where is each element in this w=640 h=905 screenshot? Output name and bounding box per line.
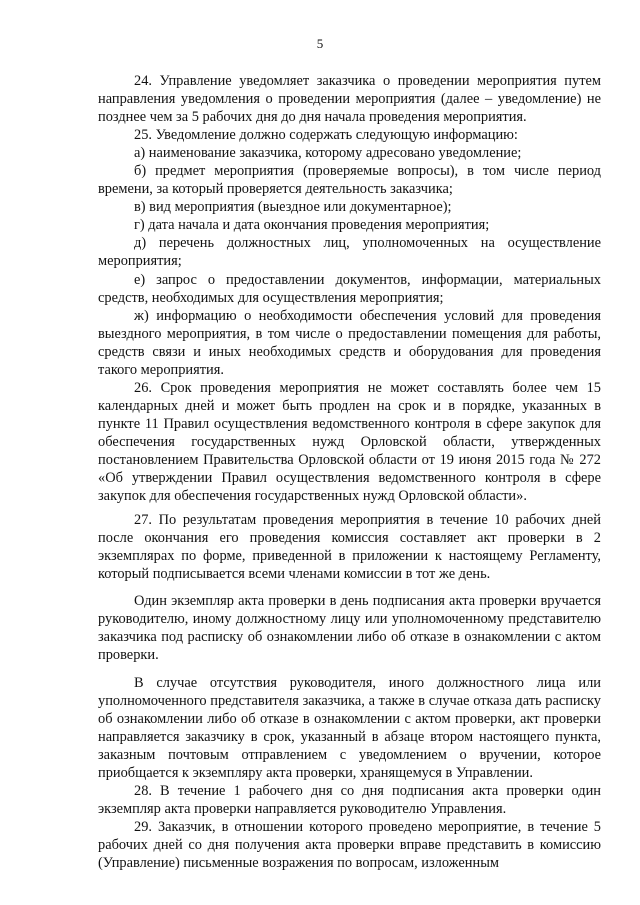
list-item-d: д) перечень должностных лиц, уполномоченных на осуществление мероприятия;	[98, 235, 601, 270]
page-number: 5	[316, 36, 324, 51]
list-item-zh: ж) информацию о необходимости обеспечения условий для проведения выездного мероприятия, в том числе о предоставлении помещения для работы, средств связи и иных необходимых средств и оборудования для проведения такого мероприятия.	[98, 307, 601, 378]
paragraph-24: 24. Управление уведомляет заказчика о проведении мероприятия путем направления уведомления о проведении мероприятия (далее – уведомление) не позднее чем за 5 рабочих дня до дня начала проведения мероприятия.	[98, 73, 601, 126]
document-body	[98, 72, 601, 872]
list-item-g: г) дата начала и дата окончания проведения мероприятия;	[134, 217, 490, 234]
paragraph-27-part-2: Один экземпляр акта проверки в день подписания акта проверки вручается руководителю, иному должностному лицу или уполномоченному представителю заказчика под расписку об ознакомлении либо об отказе в ознакомлении с актом проверки.	[98, 593, 601, 664]
list-item-v: в) вид мероприятия (выездное или документарное);	[134, 199, 452, 216]
paragraph-26: 26. Срок проведения мероприятия не может составлять более чем 15 календарных дней и может быть продлен на срок и в порядке, указанных в пункте 11 Правил осуществления ведомственного контроля в сфере закупок для обеспечения государственных нужд Орловской области, утвержденных постановлением Правительства Орловской области от 19 июня 2015 года № 272 «Об утверждении Правил осуществления ведомственного контроля в сфере закупок для обеспечения государственных нужд Орловской области».	[98, 379, 601, 505]
paragraph-27-part-3: В случае отсутствия руководителя, иного должностного лица или уполномоченного представителя заказчика, а также в случае отказа дать расписку об ознакомлении либо об отказе в ознакомлении с актом проверки, акт проверки направляется заказчику в срок, указанный в абзаце втором настоящего пункта, заказным почтовым отправлением с уведомлением о вручении, которое приобщается к экземпляру акта проверки, хранящемуся в Управлении.	[98, 674, 601, 781]
paragraph-29: 29. Заказчик, в отношении которого проведено мероприятие, в течение 5 рабочих дней со дня получения акта проверки вправе представить в комиссию (Управление) письменные возражения по вопросам, изложенным	[98, 818, 601, 871]
paragraph-25: 25. Уведомление должно содержать следующую информацию:	[134, 127, 518, 144]
list-item-a: а) наименование заказчика, которому адресовано уведомление;	[134, 145, 522, 162]
paragraph-27: 27. По результатам проведения мероприятия в течение 10 рабочих дней после окончания его проведения комиссия составляет акт проверки в 2 экземплярах по форме, приведенной в приложении к настоящему Регламенту, который подписывается всеми членами комиссии в тот же день.	[98, 512, 601, 583]
list-item-e: е) запрос о предоставлении документов, информации, материальных средств, необходимых для осуществления мероприятия;	[98, 271, 601, 306]
paragraph-28: 28. В течение 1 рабочего дня со дня подписания акта проверки один экземпляр акта проверки направляется руководителю Управления.	[98, 782, 601, 817]
list-item-b: б) предмет мероприятия (проверяемые вопросы), в том числе период времени, за который проверяется деятельность заказчика;	[98, 163, 601, 198]
